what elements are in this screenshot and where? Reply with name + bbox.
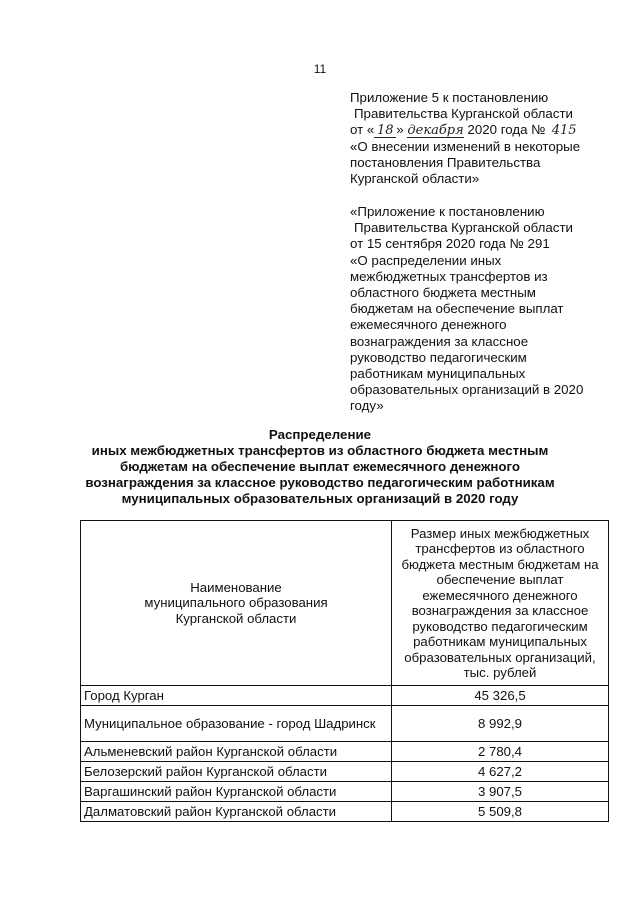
cell-amount: 4 627,2: [392, 762, 609, 782]
cell-municipality: Альменевский район Курганской области: [81, 742, 392, 762]
cell-amount: 45 326,5: [392, 686, 609, 706]
cell-amount: 2 780,4: [392, 742, 609, 762]
appendix-5-line-2: Правительства Курганской области: [354, 106, 573, 122]
distribution-table: [80, 520, 609, 822]
header-municipality: Наименование муниципального образования Курганской области: [81, 521, 392, 686]
appendix-5-line-1: Приложение 5 к постановлению: [350, 90, 549, 105]
table-row: [81, 706, 609, 742]
table-row: [81, 686, 609, 706]
cell-municipality: Белозерский район Курганской области: [81, 762, 392, 782]
cell-municipality: Варгашинский район Курганской области: [81, 782, 392, 802]
title-line: вознаграждения за классное руководство педагогическим работникам: [85, 475, 555, 490]
appendix-5-date-line: [350, 122, 620, 138]
orig-appendix-line: году»: [350, 398, 384, 414]
appendix-5-header: [350, 90, 620, 187]
handwritten-month: декабря: [407, 123, 464, 139]
document-title: [70, 427, 570, 507]
title-line: иных межбюджетных трансфертов из областного бюджета местным: [91, 443, 549, 458]
cell-municipality: Город Курган: [81, 686, 392, 706]
orig-appendix-line: ежемесячного денежного: [350, 317, 507, 333]
orig-appendix-line: образовательных организаций в 2020: [350, 382, 584, 398]
appendix-5-line-5: постановления Правительства: [350, 154, 541, 170]
cell-amount: 8 992,9: [392, 706, 609, 742]
cell-municipality: Муниципальное образование - город Шадринск: [81, 706, 392, 742]
handwritten-day: 18: [374, 125, 396, 138]
table-row: [81, 782, 609, 802]
table-row: [81, 762, 609, 782]
appendix-5-line-4: «О внесении изменений в некоторые: [350, 138, 581, 154]
date-prefix: от «: [350, 122, 375, 138]
handwritten-doc-number: 415: [551, 123, 577, 139]
orig-appendix-line: вознаграждения за классное: [350, 333, 529, 349]
table-header-row: [81, 521, 609, 686]
orig-appendix-line: от 15 сентября 2020 года № 291: [350, 236, 550, 252]
header-amount: Размер иных межбюджетных трансфертов из областного бюджета местным бюджетам на обеспечение выплат ежемесячного денежного вознаграждения за классное руководство педагогическим работникам муниципальных образовательных организаций, тыс. рублей: [392, 521, 609, 686]
orig-appendix-line: бюджетам на обеспечение выплат: [350, 301, 564, 317]
title-line: Распределение: [268, 427, 372, 442]
title-line: бюджетам на обеспечение выплат ежемесячного денежного: [119, 459, 521, 474]
appendix-5-line-6: Курганской области»: [350, 171, 480, 187]
original-appendix-header: [350, 204, 620, 415]
cell-municipality: Далматовский район Курганской области: [81, 802, 392, 822]
page-number: 11: [313, 62, 327, 76]
orig-appendix-line: Правительства Курганской области: [354, 220, 573, 236]
date-mid: »: [396, 122, 404, 138]
orig-appendix-line: «Приложение к постановлению: [350, 204, 545, 219]
cell-amount: 5 509,8: [392, 802, 609, 822]
date-suffix: 2020 года №: [467, 122, 546, 138]
orig-appendix-line: руководство педагогическим: [350, 349, 527, 365]
orig-appendix-line: областного бюджета местным: [350, 285, 536, 301]
table-row: [81, 802, 609, 822]
cell-amount: 3 907,5: [392, 782, 609, 802]
orig-appendix-line: работникам муниципальных: [350, 366, 526, 382]
title-line: муниципальных образовательных организаций в 2020 году: [121, 491, 519, 506]
orig-appendix-line: «О распределении иных: [350, 252, 502, 268]
orig-appendix-line: межбюджетных трансфертов из: [350, 268, 548, 284]
table-row: [81, 742, 609, 762]
